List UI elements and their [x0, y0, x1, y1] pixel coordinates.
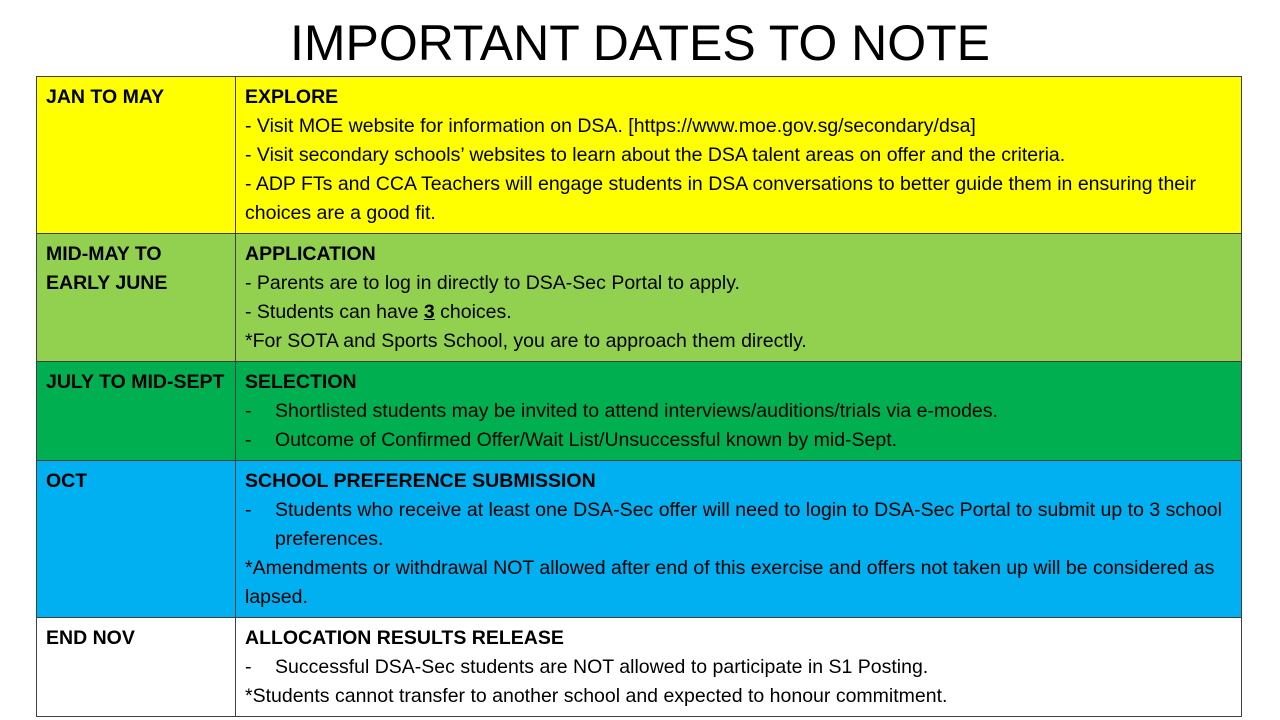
list-item-text: Students who receive at least one DSA-Sec offer will need to login to DSA-Sec Portal to submit up to 3 school preferences. [275, 499, 1222, 550]
dash-list-item [245, 426, 1232, 455]
table-row-preference [37, 461, 1242, 618]
period-cell: END NOV [37, 618, 236, 717]
note-line: *Amendments or withdrawal NOT allowed after end of this exercise and offers not taken up will be considered as lapsed. [245, 557, 1215, 608]
dash-bullet: - [245, 400, 252, 422]
detail-line: - Parents are to log in directly to DSA-Sec Portal to apply. [245, 272, 740, 294]
choices-text-pre: - Students can have [245, 301, 424, 323]
detail-line-choices [245, 298, 1232, 327]
dash-bullet: - [245, 499, 252, 521]
detail-line: - Visit MOE website for information on DSA. [https://www.moe.gov.sg/secondary/dsa] [245, 115, 976, 137]
table-row-allocation [37, 618, 1242, 717]
section-heading: SCHOOL PREFERENCE SUBMISSION [245, 470, 596, 492]
dash-list-item [245, 397, 1232, 426]
slide-title: IMPORTANT DATES TO NOTE [289, 15, 991, 71]
dash-list-item [245, 496, 1232, 554]
dash-bullet: - [245, 656, 252, 678]
table-row-selection [37, 362, 1242, 461]
details-cell [236, 461, 1242, 618]
detail-line: *For SOTA and Sports School, you are to approach them directly. [245, 330, 807, 352]
section-heading: EXPLORE [245, 86, 339, 108]
details-cell [236, 77, 1242, 234]
list-item-text: Outcome of Confirmed Offer/Wait List/Unsuccessful known by mid-Sept. [275, 429, 898, 451]
choices-text-post: choices. [434, 301, 512, 323]
dash-list-item [245, 653, 1232, 682]
details-cell [236, 362, 1242, 461]
period-cell: JULY TO MID-SEPT [37, 362, 236, 461]
dash-bullet: - [245, 429, 252, 451]
list-item-text: Shortlisted students may be invited to attend interviews/auditions/trials via e-modes. [275, 400, 998, 422]
list-item-text: Successful DSA-Sec students are NOT allowed to participate in S1 Posting. [275, 656, 929, 678]
period-cell: JAN TO MAY [37, 77, 236, 234]
table-row-explore [37, 77, 1242, 234]
choices-count: 3 [423, 301, 435, 323]
dates-table [36, 76, 1242, 717]
table-row-application [37, 234, 1242, 362]
details-cell [236, 618, 1242, 717]
period-cell: OCT [37, 461, 236, 618]
detail-line: - ADP FTs and CCA Teachers will engage students in DSA conversations to better guide them in ensuring their choices are a good fit. [245, 173, 1196, 224]
section-heading: ALLOCATION RESULTS RELEASE [245, 627, 564, 649]
section-heading: APPLICATION [245, 243, 376, 265]
period-cell: MID-MAY TO EARLY JUNE [37, 234, 236, 362]
details-cell [236, 234, 1242, 362]
note-line: *Students cannot transfer to another school and expected to honour commitment. [245, 685, 948, 707]
detail-line: - Visit secondary schools’ websites to learn about the DSA talent areas on offer and the criteria. [245, 144, 1066, 166]
section-heading: SELECTION [245, 371, 357, 393]
